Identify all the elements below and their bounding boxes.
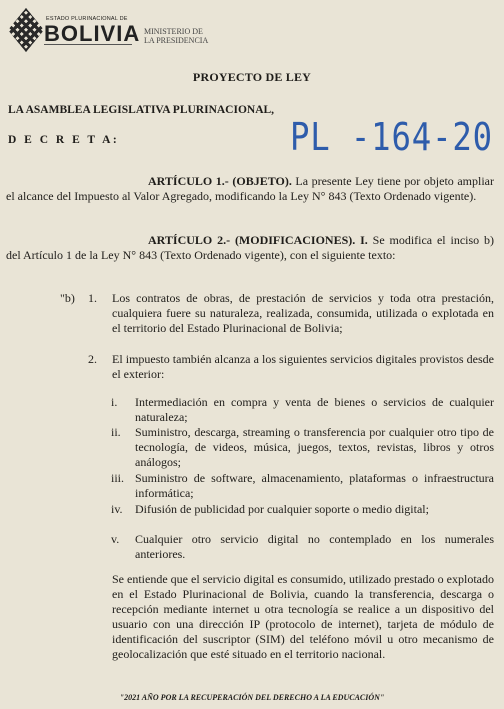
header-divider (44, 44, 132, 45)
sub-item-text: Suministro de software, almacenamiento, plataformas o infraestructura informática; (135, 471, 494, 500)
article-1 (6, 174, 494, 204)
document-title: PROYECTO DE LEY (192, 70, 312, 84)
ministry-line-2: LA PRESIDENCIA (144, 36, 209, 45)
sub-item-text: Cualquier otro servicio digital no contemplado en los numerales anteriores. (135, 532, 494, 561)
article-2-heading: ARTÍCULO 2.- (MODIFICACIONES). I. (148, 233, 368, 247)
article-2 (6, 233, 494, 263)
coat-of-arms-logo (8, 8, 44, 52)
sub-item-number: iv. (111, 502, 123, 516)
ministry-line-1: MINISTERIO DE (144, 27, 203, 36)
article-1-text: La presente Ley tiene por objeto ampliar el alcance del Impuesto al Valor Agregado, modificando la Ley N° 843 (Texto Ordenado vigente). (6, 174, 494, 203)
footer-motto: "2021 AÑO POR LA RECUPERACIÓN DEL DERECHO A LA EDUCACIÓN" (119, 693, 385, 702)
sub-item-text: Difusión de publicidad por cualquier soporte o medio digital; (135, 502, 429, 516)
decreta-line: D E C R E T A: (8, 134, 120, 146)
item-1-number: 1. (88, 291, 97, 305)
article-1-heading: ARTÍCULO 1.- (OBJETO). (148, 174, 292, 188)
assembly-line: LA ASAMBLEA LEGISLATIVA PLURINACIONAL, (8, 104, 275, 116)
sub-item-number: ii. (111, 425, 121, 439)
header-estado: ESTADO PLURINACIONAL DE (46, 16, 128, 22)
quoted-label: "b) (60, 291, 75, 305)
header-country: BOLIVIA (44, 21, 141, 46)
article-2-text: Se modifica el inciso b) del Artículo 1 de la Ley N° 843 (Texto Ordenado vigente), con el siguiente texto: (6, 233, 494, 262)
item-2-text: El impuesto también alcanza a los siguientes servicios digitales provistos desde el exterior: (112, 352, 494, 381)
sub-item-text: Intermediación en compra y venta de bienes o servicios de cualquier naturaleza; (135, 395, 494, 424)
final-paragraph: Se entiende que el servicio digital es consumido, utilizado prestado o explotado en el Estado Plurinacional de Bolivia, cuando la transferencia, descarga o recepción mediante internet u otra tecnología se realice a un dispositivo del usuario con una dirección IP (protocolo de internet), tarjeta de módulo de identificación del suscriptor (SIM) del teléfono móvil u otro mecanismo de geolocalización que esté situado en el territorio nacional. (112, 572, 494, 662)
header-ministry (144, 27, 208, 45)
sub-item-number: i. (111, 395, 118, 409)
sub-item-number: v. (111, 532, 120, 546)
item-1-text: Los contratos de obras, de prestación de servicios y toda otra prestación, cualquiera fuere su naturaleza, realizada, consumida, utilizada o explotada en el territorio del Estado Plurinacional de Bolivia; (112, 291, 494, 335)
item-2-number: 2. (88, 352, 97, 366)
sub-item-number: iii. (111, 471, 125, 485)
bill-number-stamp: PL -164-20 (290, 115, 493, 159)
sub-item-text: Suministro, descarga, streaming o transferencia por cualquier otro tipo de tecnología, de videos, música, juegos, textos, revistas, libros y otros análogos; (135, 425, 494, 469)
